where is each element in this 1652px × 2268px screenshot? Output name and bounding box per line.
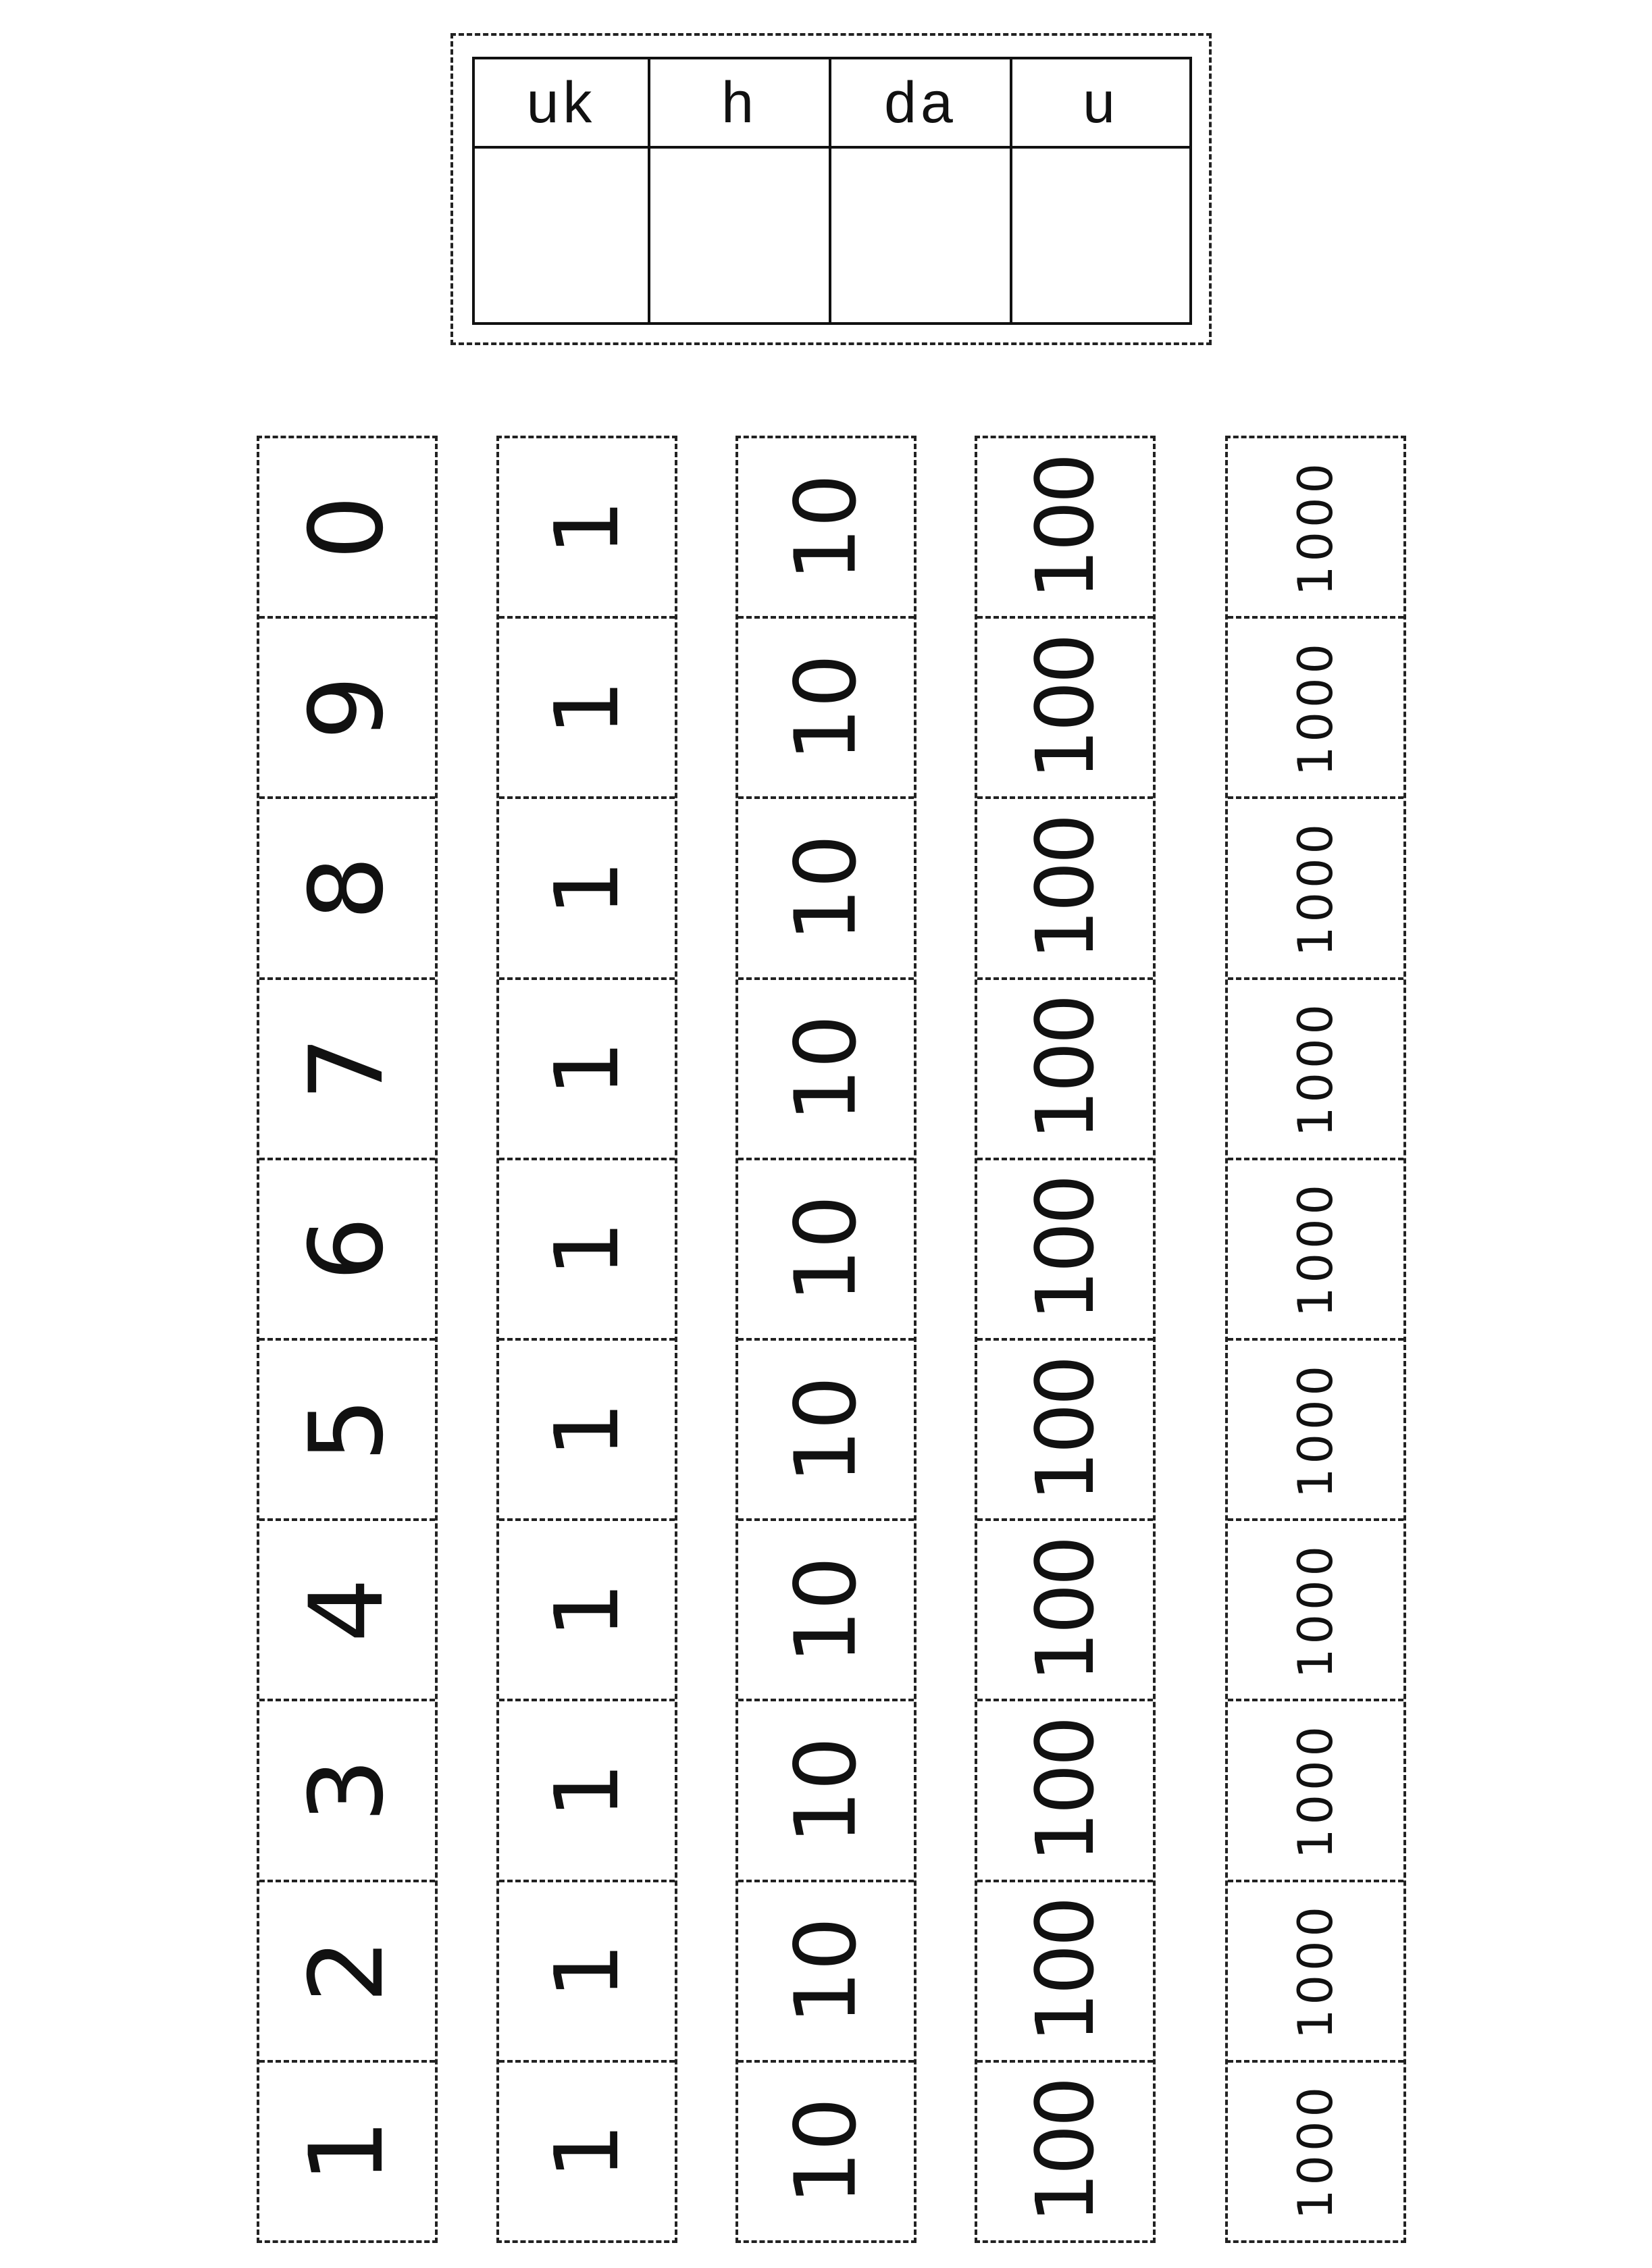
cut-out-card[interactable] bbox=[977, 1158, 1153, 1338]
card-number: 100 bbox=[1018, 1357, 1112, 1502]
cut-out-card[interactable] bbox=[1228, 2060, 1403, 2240]
cut-out-card[interactable] bbox=[977, 796, 1153, 977]
cut-out-card[interactable] bbox=[977, 1518, 1153, 1699]
cut-out-card[interactable] bbox=[259, 796, 435, 977]
card-number: 10 bbox=[777, 1556, 875, 1664]
card-number: 100 bbox=[1018, 455, 1112, 600]
header-hundreds: h bbox=[650, 59, 831, 149]
card-number: 1000 bbox=[1288, 1903, 1343, 2040]
cut-out-card[interactable] bbox=[499, 1338, 675, 1518]
card-number: 1000 bbox=[1288, 1361, 1343, 1498]
place-value-table bbox=[472, 57, 1192, 325]
card-number: 100 bbox=[1018, 636, 1112, 780]
cut-out-card[interactable] bbox=[499, 438, 675, 616]
cut-out-card[interactable] bbox=[738, 977, 914, 1158]
card-number: 10 bbox=[777, 473, 875, 582]
card-number: 100 bbox=[1018, 1538, 1112, 1682]
card-number: 10 bbox=[777, 2097, 875, 2205]
cut-out-card[interactable] bbox=[499, 977, 675, 1158]
card-number: 2 bbox=[288, 1938, 406, 2003]
card-number: 10 bbox=[777, 1376, 875, 1484]
card-number: 1 bbox=[536, 860, 638, 917]
card-number: 1 bbox=[536, 1582, 638, 1639]
card-number: 1 bbox=[536, 1401, 638, 1458]
cut-out-card[interactable] bbox=[499, 1158, 675, 1338]
cut-out-card[interactable] bbox=[259, 1158, 435, 1338]
cut-out-card[interactable] bbox=[738, 1880, 914, 2060]
card-number: 1 bbox=[536, 1762, 638, 1819]
card-number: 1 bbox=[536, 499, 638, 555]
cut-out-card[interactable] bbox=[1228, 1518, 1403, 1699]
cell-tens bbox=[831, 149, 1012, 322]
header-units: u bbox=[1012, 59, 1189, 149]
cell-thousands bbox=[475, 149, 650, 322]
card-number: 1000 bbox=[1288, 639, 1343, 776]
cut-out-card[interactable] bbox=[1228, 1880, 1403, 2060]
card-column-digits bbox=[257, 436, 438, 2243]
cut-out-card[interactable] bbox=[259, 616, 435, 796]
cut-out-card[interactable] bbox=[499, 616, 675, 796]
card-number: 1000 bbox=[1288, 819, 1343, 957]
card-number: 1 bbox=[536, 679, 638, 736]
card-column-ones bbox=[496, 436, 677, 2243]
card-number: 10 bbox=[777, 1917, 875, 2025]
cut-out-card[interactable] bbox=[1228, 796, 1403, 977]
cut-out-card[interactable] bbox=[1228, 438, 1403, 616]
card-number: 1000 bbox=[1288, 1000, 1343, 1137]
cut-out-card[interactable] bbox=[259, 438, 435, 616]
cut-out-card[interactable] bbox=[977, 2060, 1153, 2240]
card-number: 9 bbox=[288, 675, 406, 740]
card-column-tens bbox=[735, 436, 917, 2243]
cut-out-card[interactable] bbox=[977, 1699, 1153, 1879]
card-number: 100 bbox=[1018, 1718, 1112, 1863]
card-number: 100 bbox=[1018, 1177, 1112, 1322]
cut-out-card[interactable] bbox=[499, 796, 675, 977]
cut-out-card[interactable] bbox=[738, 1699, 914, 1879]
card-number: 1000 bbox=[1288, 459, 1343, 596]
cut-out-card[interactable] bbox=[1228, 1338, 1403, 1518]
cut-out-card[interactable] bbox=[738, 1158, 914, 1338]
card-number: 10 bbox=[777, 654, 875, 762]
card-number: 1 bbox=[536, 2123, 638, 2180]
card-number: 3 bbox=[288, 1758, 406, 1823]
header-thousands: uk bbox=[475, 59, 650, 149]
cut-out-card[interactable] bbox=[1228, 1699, 1403, 1879]
card-number: 10 bbox=[777, 1736, 875, 1845]
cut-out-card[interactable] bbox=[738, 2060, 914, 2240]
cut-out-card[interactable] bbox=[499, 2060, 675, 2240]
card-number: 100 bbox=[1018, 996, 1112, 1141]
card-number: 6 bbox=[288, 1216, 406, 1282]
card-number: 1 bbox=[536, 1040, 638, 1097]
cut-out-card[interactable] bbox=[499, 1880, 675, 2060]
card-column-hundreds bbox=[975, 436, 1156, 2243]
cut-out-card[interactable] bbox=[259, 1699, 435, 1879]
cut-out-card[interactable] bbox=[1228, 977, 1403, 1158]
cut-out-card[interactable] bbox=[738, 438, 914, 616]
card-number: 0 bbox=[288, 494, 406, 560]
card-number: 100 bbox=[1018, 816, 1112, 960]
card-number: 1 bbox=[288, 2119, 406, 2184]
cut-out-card[interactable] bbox=[738, 796, 914, 977]
cut-out-card[interactable] bbox=[259, 977, 435, 1158]
cut-out-card[interactable] bbox=[977, 616, 1153, 796]
card-number: 5 bbox=[288, 1397, 406, 1462]
card-number: 8 bbox=[288, 856, 406, 921]
cut-out-card[interactable] bbox=[1228, 616, 1403, 796]
cut-out-card[interactable] bbox=[977, 438, 1153, 616]
cell-units bbox=[1012, 149, 1189, 322]
cell-hundreds bbox=[650, 149, 831, 322]
card-number: 1 bbox=[536, 1942, 638, 1999]
cut-out-card[interactable] bbox=[499, 1518, 675, 1699]
card-column-thousands bbox=[1225, 436, 1406, 2243]
card-number: 1 bbox=[536, 1221, 638, 1277]
cut-out-card[interactable] bbox=[977, 1880, 1153, 2060]
card-number: 1000 bbox=[1288, 1541, 1343, 1678]
card-number: 7 bbox=[288, 1036, 406, 1101]
cut-out-card[interactable] bbox=[977, 977, 1153, 1158]
card-number: 4 bbox=[288, 1578, 406, 1643]
cut-out-card[interactable] bbox=[738, 1338, 914, 1518]
header-tens: da bbox=[831, 59, 1012, 149]
card-number: 100 bbox=[1018, 1899, 1112, 2043]
card-number: 10 bbox=[777, 1195, 875, 1303]
place-value-card bbox=[450, 33, 1212, 345]
cut-out-card[interactable] bbox=[499, 1699, 675, 1879]
card-number: 100 bbox=[1018, 2079, 1112, 2224]
card-number: 10 bbox=[777, 1014, 875, 1123]
cut-out-card[interactable] bbox=[259, 1338, 435, 1518]
card-number: 1000 bbox=[1288, 1722, 1343, 1859]
cut-out-card[interactable] bbox=[1228, 1158, 1403, 1338]
cut-out-card[interactable] bbox=[259, 2060, 435, 2240]
cut-out-card[interactable] bbox=[738, 1518, 914, 1699]
card-number: 1000 bbox=[1288, 2083, 1343, 2220]
cut-out-card[interactable] bbox=[977, 1338, 1153, 1518]
card-number: 1000 bbox=[1288, 1181, 1343, 1318]
card-number: 10 bbox=[777, 834, 875, 942]
cut-out-card[interactable] bbox=[259, 1518, 435, 1699]
cut-out-card[interactable] bbox=[259, 1880, 435, 2060]
cut-out-card[interactable] bbox=[738, 616, 914, 796]
